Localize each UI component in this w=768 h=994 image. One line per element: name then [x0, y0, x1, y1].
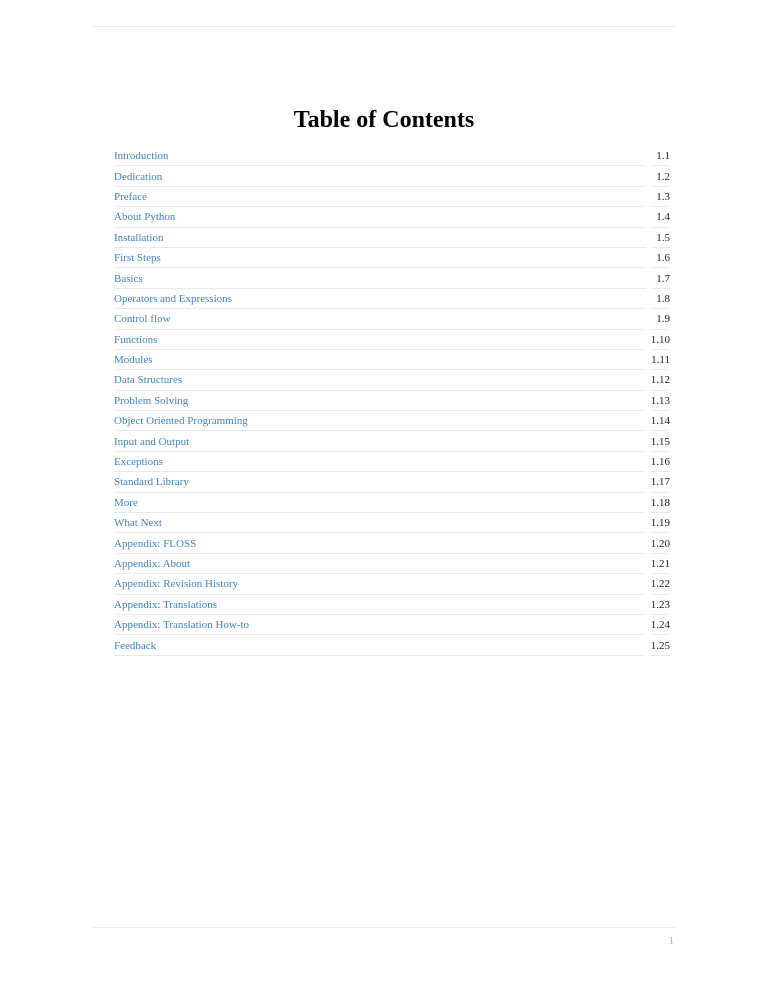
- toc-entry: [114, 533, 670, 553]
- toc-entry-number: 1.25: [651, 635, 670, 655]
- toc-entry-link[interactable]: Functions: [114, 330, 645, 350]
- toc-entry-link[interactable]: Appendix: About: [114, 554, 645, 574]
- toc-entry: [114, 595, 670, 615]
- toc-entry-link[interactable]: Data Structures: [114, 370, 645, 390]
- toc-entry-number: 1.15: [651, 431, 670, 451]
- toc-entry-link[interactable]: Preface: [114, 187, 646, 207]
- toc-entry-number: 1.23: [651, 595, 670, 615]
- toc-entry: [114, 146, 670, 166]
- toc-entry: [114, 350, 670, 370]
- page-title: Table of Contents: [293, 107, 475, 133]
- toc-entry-number: 1.1: [652, 146, 670, 166]
- toc-entry: [114, 452, 670, 472]
- toc-entry: [114, 513, 670, 533]
- toc-entry: [114, 187, 670, 207]
- toc-entry: [114, 554, 670, 574]
- toc-entry: [114, 370, 670, 390]
- header-divider: [93, 26, 675, 27]
- toc-entry: [114, 411, 670, 431]
- toc-entry-link[interactable]: Dedication: [114, 166, 646, 186]
- toc-entry-link[interactable]: Appendix: Translations: [114, 595, 645, 615]
- toc-entry-link[interactable]: Appendix: FLOSS: [114, 533, 645, 553]
- toc-entry: [114, 166, 670, 186]
- toc-entry-number: 1.21: [651, 554, 670, 574]
- toc-entry-link[interactable]: What Next: [114, 513, 645, 533]
- toc-entry-number: 1.10: [651, 330, 670, 350]
- toc-entry-link[interactable]: Input and Output: [114, 431, 645, 451]
- toc-entry: [114, 289, 670, 309]
- toc-entry-link[interactable]: Basics: [114, 268, 646, 288]
- toc-entry-number: 1.19: [651, 513, 670, 533]
- toc-entry-number: 1.2: [652, 166, 670, 186]
- toc-entry: [114, 228, 670, 248]
- toc-entry-link[interactable]: Control flow: [114, 309, 646, 329]
- toc-entry-number: 1.14: [651, 411, 670, 431]
- toc-entry-link[interactable]: Feedback: [114, 635, 645, 655]
- toc-entry-link[interactable]: Installation: [114, 228, 646, 248]
- toc-entry-number: 1.4: [652, 207, 670, 227]
- toc-entry-number: 1.17: [651, 472, 670, 492]
- toc-entry-number: 1.8: [652, 289, 670, 309]
- toc-entry: [114, 391, 670, 411]
- toc-entry: [114, 431, 670, 451]
- toc-entry-number: 1.3: [652, 187, 670, 207]
- toc-entry: [114, 309, 670, 329]
- toc-entry-link[interactable]: Introduction: [114, 146, 646, 166]
- toc-entry: [114, 207, 670, 227]
- toc-entry-number: 1.16: [651, 452, 670, 472]
- toc-entry-number: 1.9: [652, 309, 670, 329]
- toc-entry-number: 1.20: [651, 533, 670, 553]
- toc-entry-link[interactable]: About Python: [114, 207, 646, 227]
- toc-entry-link[interactable]: Operators and Expressions: [114, 289, 646, 309]
- toc-entry: [114, 574, 670, 594]
- toc-entry: [114, 248, 670, 268]
- toc-entry: [114, 493, 670, 513]
- toc-entry-number: 1.11: [651, 350, 670, 370]
- toc-entry-number: 1.22: [651, 574, 670, 594]
- toc-entry-number: 1.7: [652, 268, 670, 288]
- toc-entry: [114, 330, 670, 350]
- toc-entry-number: 1.5: [652, 228, 670, 248]
- toc-entry-link[interactable]: Appendix: Translation How-to: [114, 615, 645, 635]
- toc-entry: [114, 615, 670, 635]
- toc-entry-number: 1.12: [651, 370, 670, 390]
- toc-entry: [114, 635, 670, 655]
- toc-entry-link[interactable]: Appendix: Revision History: [114, 574, 645, 594]
- toc-entry-number: 1.18: [651, 493, 670, 513]
- toc-entry: [114, 268, 670, 288]
- toc-entry-link[interactable]: Exceptions: [114, 452, 645, 472]
- toc-entry-link[interactable]: Modules: [114, 350, 645, 370]
- toc-entry-link[interactable]: More: [114, 493, 645, 513]
- toc-entry-link[interactable]: Standard Library: [114, 472, 645, 492]
- toc-entry: [114, 472, 670, 492]
- toc-entry-link[interactable]: Problem Solving: [114, 391, 645, 411]
- toc-entry-number: 1.24: [651, 615, 670, 635]
- toc-entry-link[interactable]: Object Oriented Programming: [114, 411, 645, 431]
- footer-divider: [93, 927, 675, 928]
- table-of-contents: [114, 146, 670, 656]
- toc-entry-number: 1.13: [651, 391, 670, 411]
- toc-entry-number: 1.6: [652, 248, 670, 268]
- toc-entry-link[interactable]: First Steps: [114, 248, 646, 268]
- page-number: 1: [669, 936, 674, 947]
